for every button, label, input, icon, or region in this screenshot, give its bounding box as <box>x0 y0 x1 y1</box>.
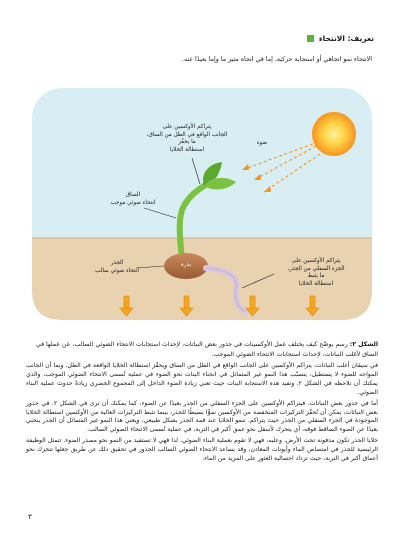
page-number: ٣ <box>28 513 32 521</box>
figure-caption <box>28 340 378 359</box>
paragraph: في سيقان أغلب النباتات، يتراكم الأوكسين على الجانب الواقع في الظل من الساق ويحفّز استطالة الخلايا الواقعة في الظل. وبما أن الجانب المواجه للضوء لا يستطيل، يتسبّب هذا النمو غير المتماثل في انحناء البنات نحو الضوء في عملية تُسمى الانتحاء الضوئي الموجب، والذي يمكنك أن تلاحظه في الشكل ٢. وتفيد هذه الاستجابة البنات حيث تعني زيادة الضوء الداخل إلى المجموع الخضري زيادةً حدوث عملية البناء الضوئي. <box>26 362 378 396</box>
tropism-figure <box>32 88 372 320</box>
label-seed: بذرة <box>180 262 192 268</box>
definition-text: الانتحاء نمو اتجاهي أو استجابة حركية، إما في اتجاه مثير ما وإما بعيدًا عنه. <box>181 56 372 63</box>
heading-square-icon <box>307 35 314 42</box>
paragraph: أما في جذور بعض النباتات، فيتراكم الأوكسين على الجزء السفلي من الجذر بعيدًا عن الضوء، كما يمكنك أن ترى في الشكل ٢. في جذور بعض النباتات، يمكن أن تُحفّز التركيزات المنخفضة من الأوكسين نموًّا بسيطًا للجذر، بينما تثبط التركيزات العالية من الأوكسين استطالة الخلايا الموجودة في الجزء السفلي من الجذر حيث يتراكم. تنمو الخلايا عند قمة الجذر بشكل طبيعي، ويعني هذا النمو غير المتماثل أن الجذر ينحني بعيدًا عن الضوء الساقط فوقه، أي يتحرك لأسفل نحو عمق أكبر في التربة، في عملية تُسمى الانتحاء الضوئي السالب. <box>26 399 378 434</box>
caption-text: رسم يوضّح كيف يختلف عمل الأوكسينات في جذور بعض النباتات، لإحداث استجابات الانتحاء الضوئي السالب، عن عملها في الساق لأغلب النباتات، لإحداث استجابات الانتحاء الضوئي الموجب. <box>35 341 378 358</box>
section-heading <box>307 34 374 43</box>
heading-title: تعريف: الانتحاء <box>318 34 374 43</box>
caption-label: الشكل ٢: <box>349 341 378 348</box>
paragraph: خلايا الجذر تكون مدفونة تحت الأرض، وعليه، فهي لا تقوم بعملية البناء الضوئي. لذا فهي لا تستفيد من النمو نحو مصدر الضوء. تتمثل الوظيفة الرئيسية للجذر في امتصاص الماء وأيونات المعادن، وقد يساعد الانتحاء الضوئي السالب الجذور في تحقيق ذلك عن طريق جعلها تتحرك نحو أعماق أكبر في التربة، حيث تزداد احتمالية العثور على المزيد من الماء. <box>26 437 378 463</box>
label-stem-auxin: يتراكم الأوكسين على الجانب الواقع في الظل من الساق، ما يحفّز استطالة الخلايا <box>146 124 228 153</box>
label-light: ضوء <box>256 140 268 146</box>
label-root: الجذر انتحاء ضوئي سالب <box>95 260 139 274</box>
body-text <box>26 362 378 466</box>
sun-icon <box>312 112 356 156</box>
label-stem: الساق انتحاء ضوئي موجب <box>110 192 156 206</box>
label-root-auxin: يتراكم الأوكسين على الجزء السفلي من الجذر، ما يثبط استطالة الخلايا <box>287 258 345 287</box>
